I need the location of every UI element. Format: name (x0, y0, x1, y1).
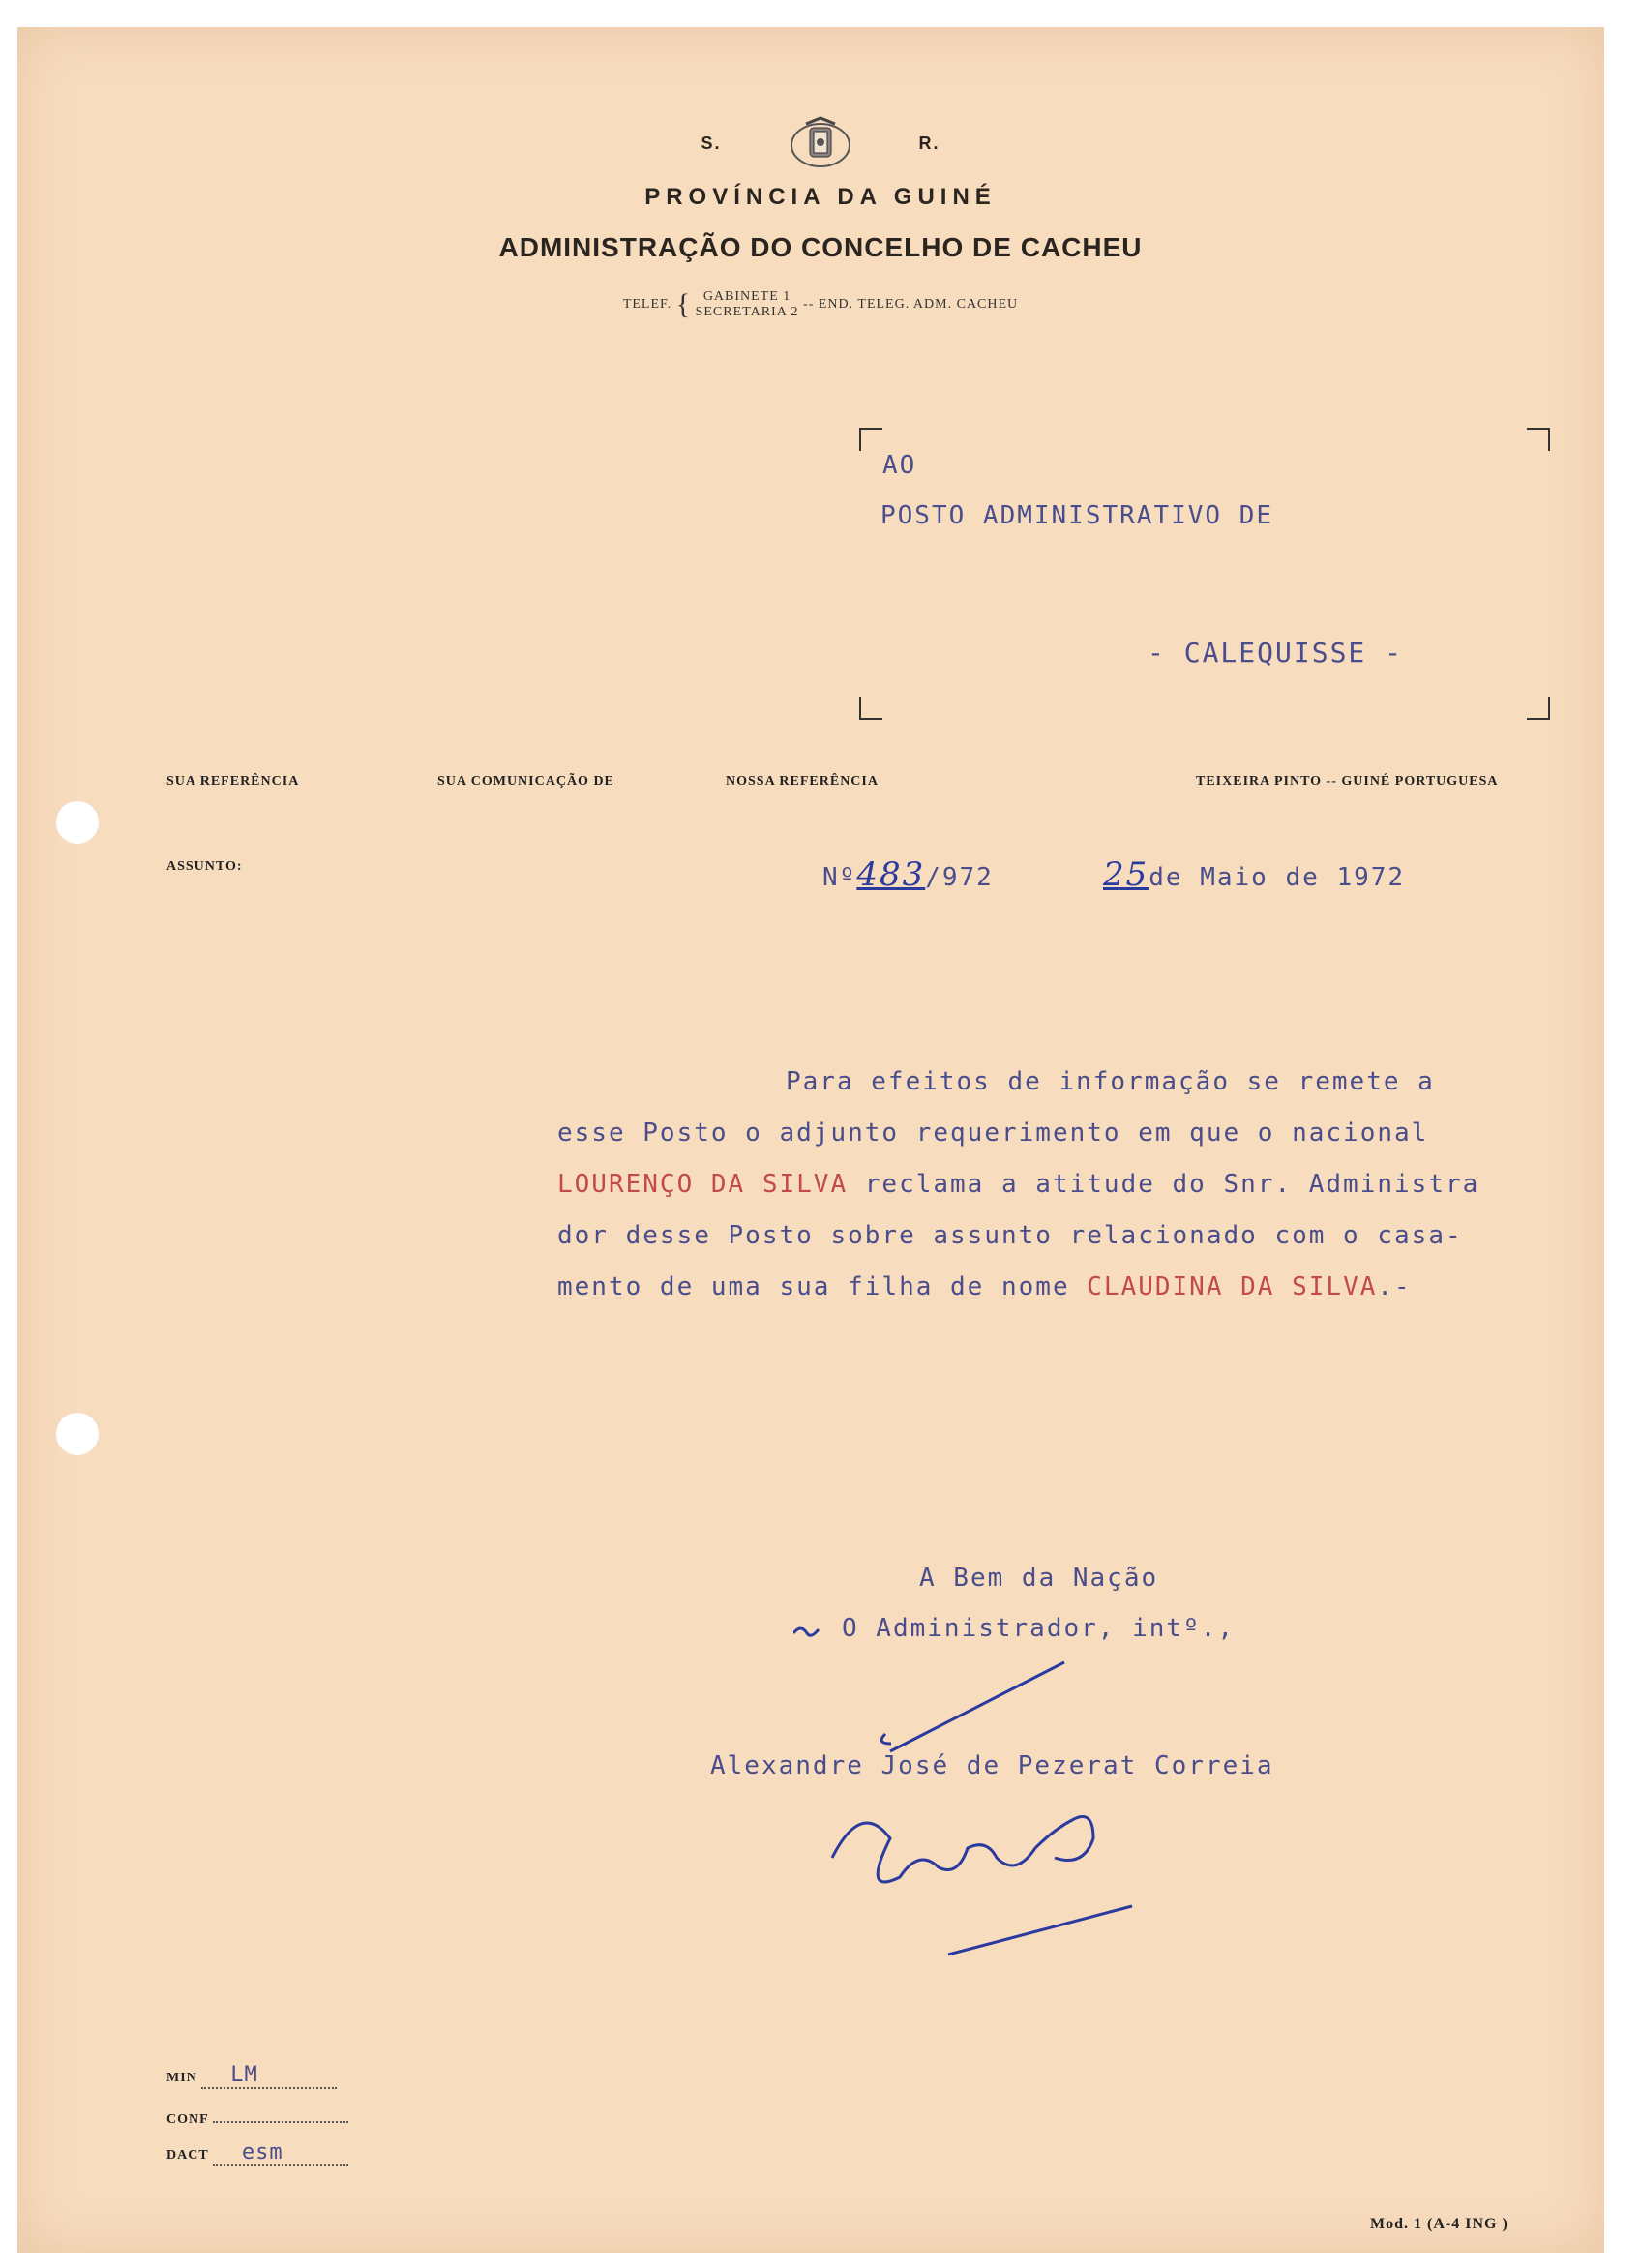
location-label: TEIXEIRA PINTO -- GUINÉ PORTUGUESA (1196, 774, 1499, 789)
body-line (557, 1262, 1479, 1313)
salutation: A Bem da Nação (919, 1564, 1159, 1593)
punch-hole (56, 801, 99, 844)
date-rest: de Maio de 1972 (1149, 863, 1406, 892)
min-label: MIN (166, 2071, 197, 2085)
recipient-line2: POSTO ADMINISTRATIVO DE (880, 501, 1274, 530)
number-suffix: /972 (925, 863, 994, 892)
punch-hole (56, 1413, 99, 1455)
telephone-numbers (696, 289, 799, 320)
min-field (166, 2063, 337, 2089)
letter-body (557, 1057, 1479, 1313)
reference-date (1103, 855, 1405, 894)
sua-comunicacao-label: SUA COMUNICAÇÃO DE (437, 774, 614, 789)
dact-value: esm (213, 2140, 348, 2166)
recipient-line1: AO (882, 451, 917, 480)
r-letter: R. (918, 133, 940, 153)
conf-value (213, 2104, 348, 2123)
min-value: LM (201, 2063, 337, 2089)
assunto-label: ASSUNTO: (166, 859, 243, 874)
daughter-name: CLAUDINA DA SILVA (1087, 1272, 1378, 1301)
telef-label: TELEF. (622, 297, 672, 313)
handwritten-signature (793, 1606, 1297, 1974)
body-line: Para efeitos de informação se remete a (786, 1067, 1435, 1096)
sua-referencia-label: SUA REFERÊNCIA (166, 774, 300, 789)
telegraph-address: -- END. TELEG. ADM. CACHEU (803, 297, 1019, 313)
reference-number (822, 855, 994, 894)
signatory-name: Alexandre José de Pezerat Correia (710, 1751, 1274, 1780)
body-line: dor desse Posto sobre assunto relacionado com o casa- (557, 1221, 1463, 1250)
number-prefix: Nº (822, 863, 857, 892)
address-corner (859, 697, 882, 720)
address-corner (859, 428, 882, 451)
body-line: esse Posto o adjunto requerimento em que o nacional (557, 1119, 1429, 1148)
person-name: LOURENÇO DA SILVA (557, 1170, 849, 1199)
model-number: Mod. 1 (A-4 ING ) (1370, 2216, 1508, 2232)
gabinete-number: GABINETE 1 (702, 289, 791, 304)
telephone-line: TELEF. { GABINETE 1 SECRETARIA 2 -- END. TELEG. ADM. CACHEU (622, 288, 1019, 320)
body-line (557, 1159, 1479, 1210)
letterhead-sr (0, 116, 1641, 172)
s-letter: S. (701, 133, 722, 153)
recipient-place: - CALEQUISSE - (1148, 637, 1404, 669)
body-text: reclama a atitude do Snr. Administra (848, 1170, 1480, 1199)
province-title: PROVÍNCIA DA GUINÉ (644, 184, 997, 210)
coat-of-arms-icon (787, 116, 854, 172)
administration-title: ADMINISTRAÇÃO DO CONCELHO DE CACHEU (498, 232, 1143, 262)
nossa-referencia-label: NOSSA REFERÊNCIA (726, 774, 879, 789)
dact-field (166, 2140, 348, 2166)
address-corner (1527, 428, 1550, 451)
dact-label: DACT (166, 2148, 209, 2163)
secretaria-number: SECRETARIA 2 (695, 305, 799, 319)
conf-label: CONF (166, 2112, 209, 2127)
handwritten-day: 25 (1103, 855, 1149, 894)
address-corner (1527, 697, 1550, 720)
body-text: .- (1377, 1272, 1412, 1301)
handwritten-number: 483 (856, 855, 926, 894)
body-text: mento de uma sua filha de nome (557, 1272, 1088, 1301)
signatory-role: O Administrador, intº., (842, 1614, 1236, 1643)
conf-field (166, 2104, 348, 2128)
